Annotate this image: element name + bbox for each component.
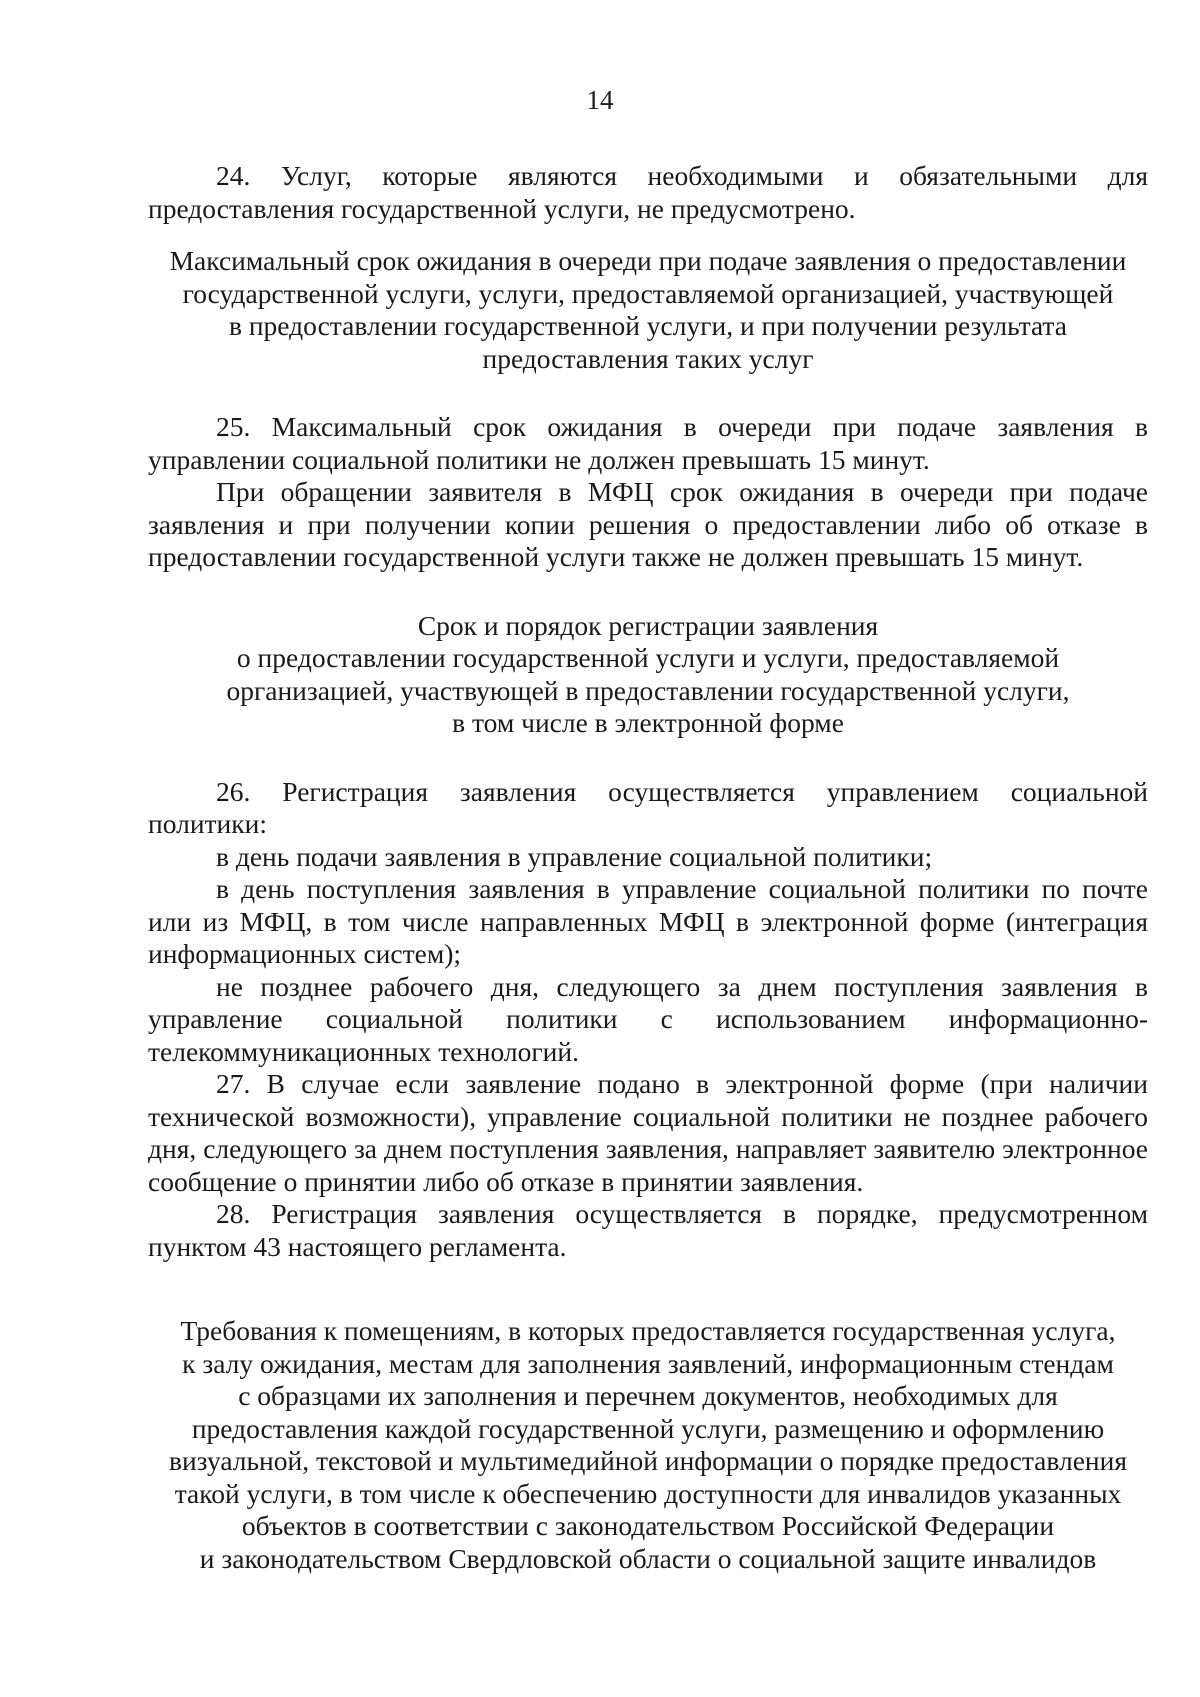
heading-line: визуальной, текстовой и мультимедийной информации о порядке предоставления bbox=[168, 1445, 1128, 1476]
heading-line: предоставления таких услуг bbox=[482, 342, 814, 374]
heading-line: в том числе в электронной форме bbox=[452, 707, 844, 738]
heading-line: о предоставлении государственной услуги и услуги, предоставляемой bbox=[236, 642, 1060, 673]
paragraph-28: 28. Регистрация заявления осуществляется в порядке, предусмотренном пунктом 43 настоящего регламента. bbox=[148, 1198, 1148, 1262]
heading-line: Требования к помещениям, в которых предоставляется государственная услуга, bbox=[180, 1315, 1116, 1346]
paragraph-24: 24. Услуг, которые являются необходимыми и обязательными для предоставления государственной услуги, не предусмотрено. bbox=[148, 160, 1148, 224]
heading-line: и законодательством Свердловской области о социальной защите инвалидов bbox=[199, 1542, 1097, 1574]
heading-line: Срок и порядок регистрации заявления bbox=[417, 609, 879, 641]
paragraph-26: 26. Регистрация заявления осуществляется управлением социальной политики: bbox=[148, 775, 1148, 839]
heading-line: государственной услуги, услуги, предоставляемой организацией, участвующей bbox=[182, 277, 1114, 309]
section-heading-registration bbox=[148, 610, 1148, 740]
section-heading-waiting-time bbox=[148, 245, 1148, 375]
section-heading-premises-requirements bbox=[148, 1315, 1148, 1575]
paragraph-26-item-a: в день подачи заявления в управление социальной политики; bbox=[216, 840, 933, 872]
paragraph-26-item-b: в день поступления заявления в управление социальной политики по почте или из МФЦ, в том числе направленных МФЦ в электронной форме (интеграция информационных систем); bbox=[148, 873, 1148, 969]
heading-line: с образцами их заполнения и перечнем документов, необходимых для bbox=[238, 1380, 1058, 1411]
heading-line: такой услуги, в том числе к обеспечению доступности для инвалидов указанных bbox=[174, 1477, 1122, 1509]
paragraph-27: 27. В случае если заявление подано в электронной форме (при наличии технической возможности), управление социальной политики не позднее рабочего дня, следующего за днем поступления заявления, направляет заявителю электронное сообщение о принятии либо об отказе в принятии заявления. bbox=[148, 1068, 1148, 1197]
paragraph-25-mfc: При обращении заявителя в МФЦ срок ожидания в очереди при подаче заявления и при получении копии решения о предоставлении либо об отказе в предоставлении государственной услуги также не должен превышать 15 минут. bbox=[148, 476, 1148, 572]
heading-line: в предоставлении государственной услуги, и при получении результата bbox=[228, 310, 1067, 341]
heading-line: Максимальный срок ожидания в очереди при подаче заявления о предоставлении bbox=[169, 245, 1127, 276]
paragraph-26-item-c: не позднее рабочего дня, следующего за днем поступления заявления в управление социальной политики с использованием информационно-телекоммуникационных технологий. bbox=[148, 970, 1148, 1067]
heading-line: к залу ожидания, местам для заполнения заявлений, информационным стендам bbox=[182, 1347, 1114, 1379]
paragraph-25: 25. Максимальный срок ожидания в очереди при подаче заявления в управлении социальной политики не должен превышать 15 минут. bbox=[148, 411, 1148, 475]
page-number: 14 bbox=[586, 85, 614, 115]
heading-line: предоставления каждой государственной услуги, размещению и оформлению bbox=[191, 1412, 1105, 1444]
heading-line: организацией, участвующей в предоставлении государственной услуги, bbox=[226, 674, 1070, 706]
document-body bbox=[148, 160, 1148, 1575]
heading-line: объектов в соответствии с законодательством Российской Федерации bbox=[241, 1510, 1055, 1541]
